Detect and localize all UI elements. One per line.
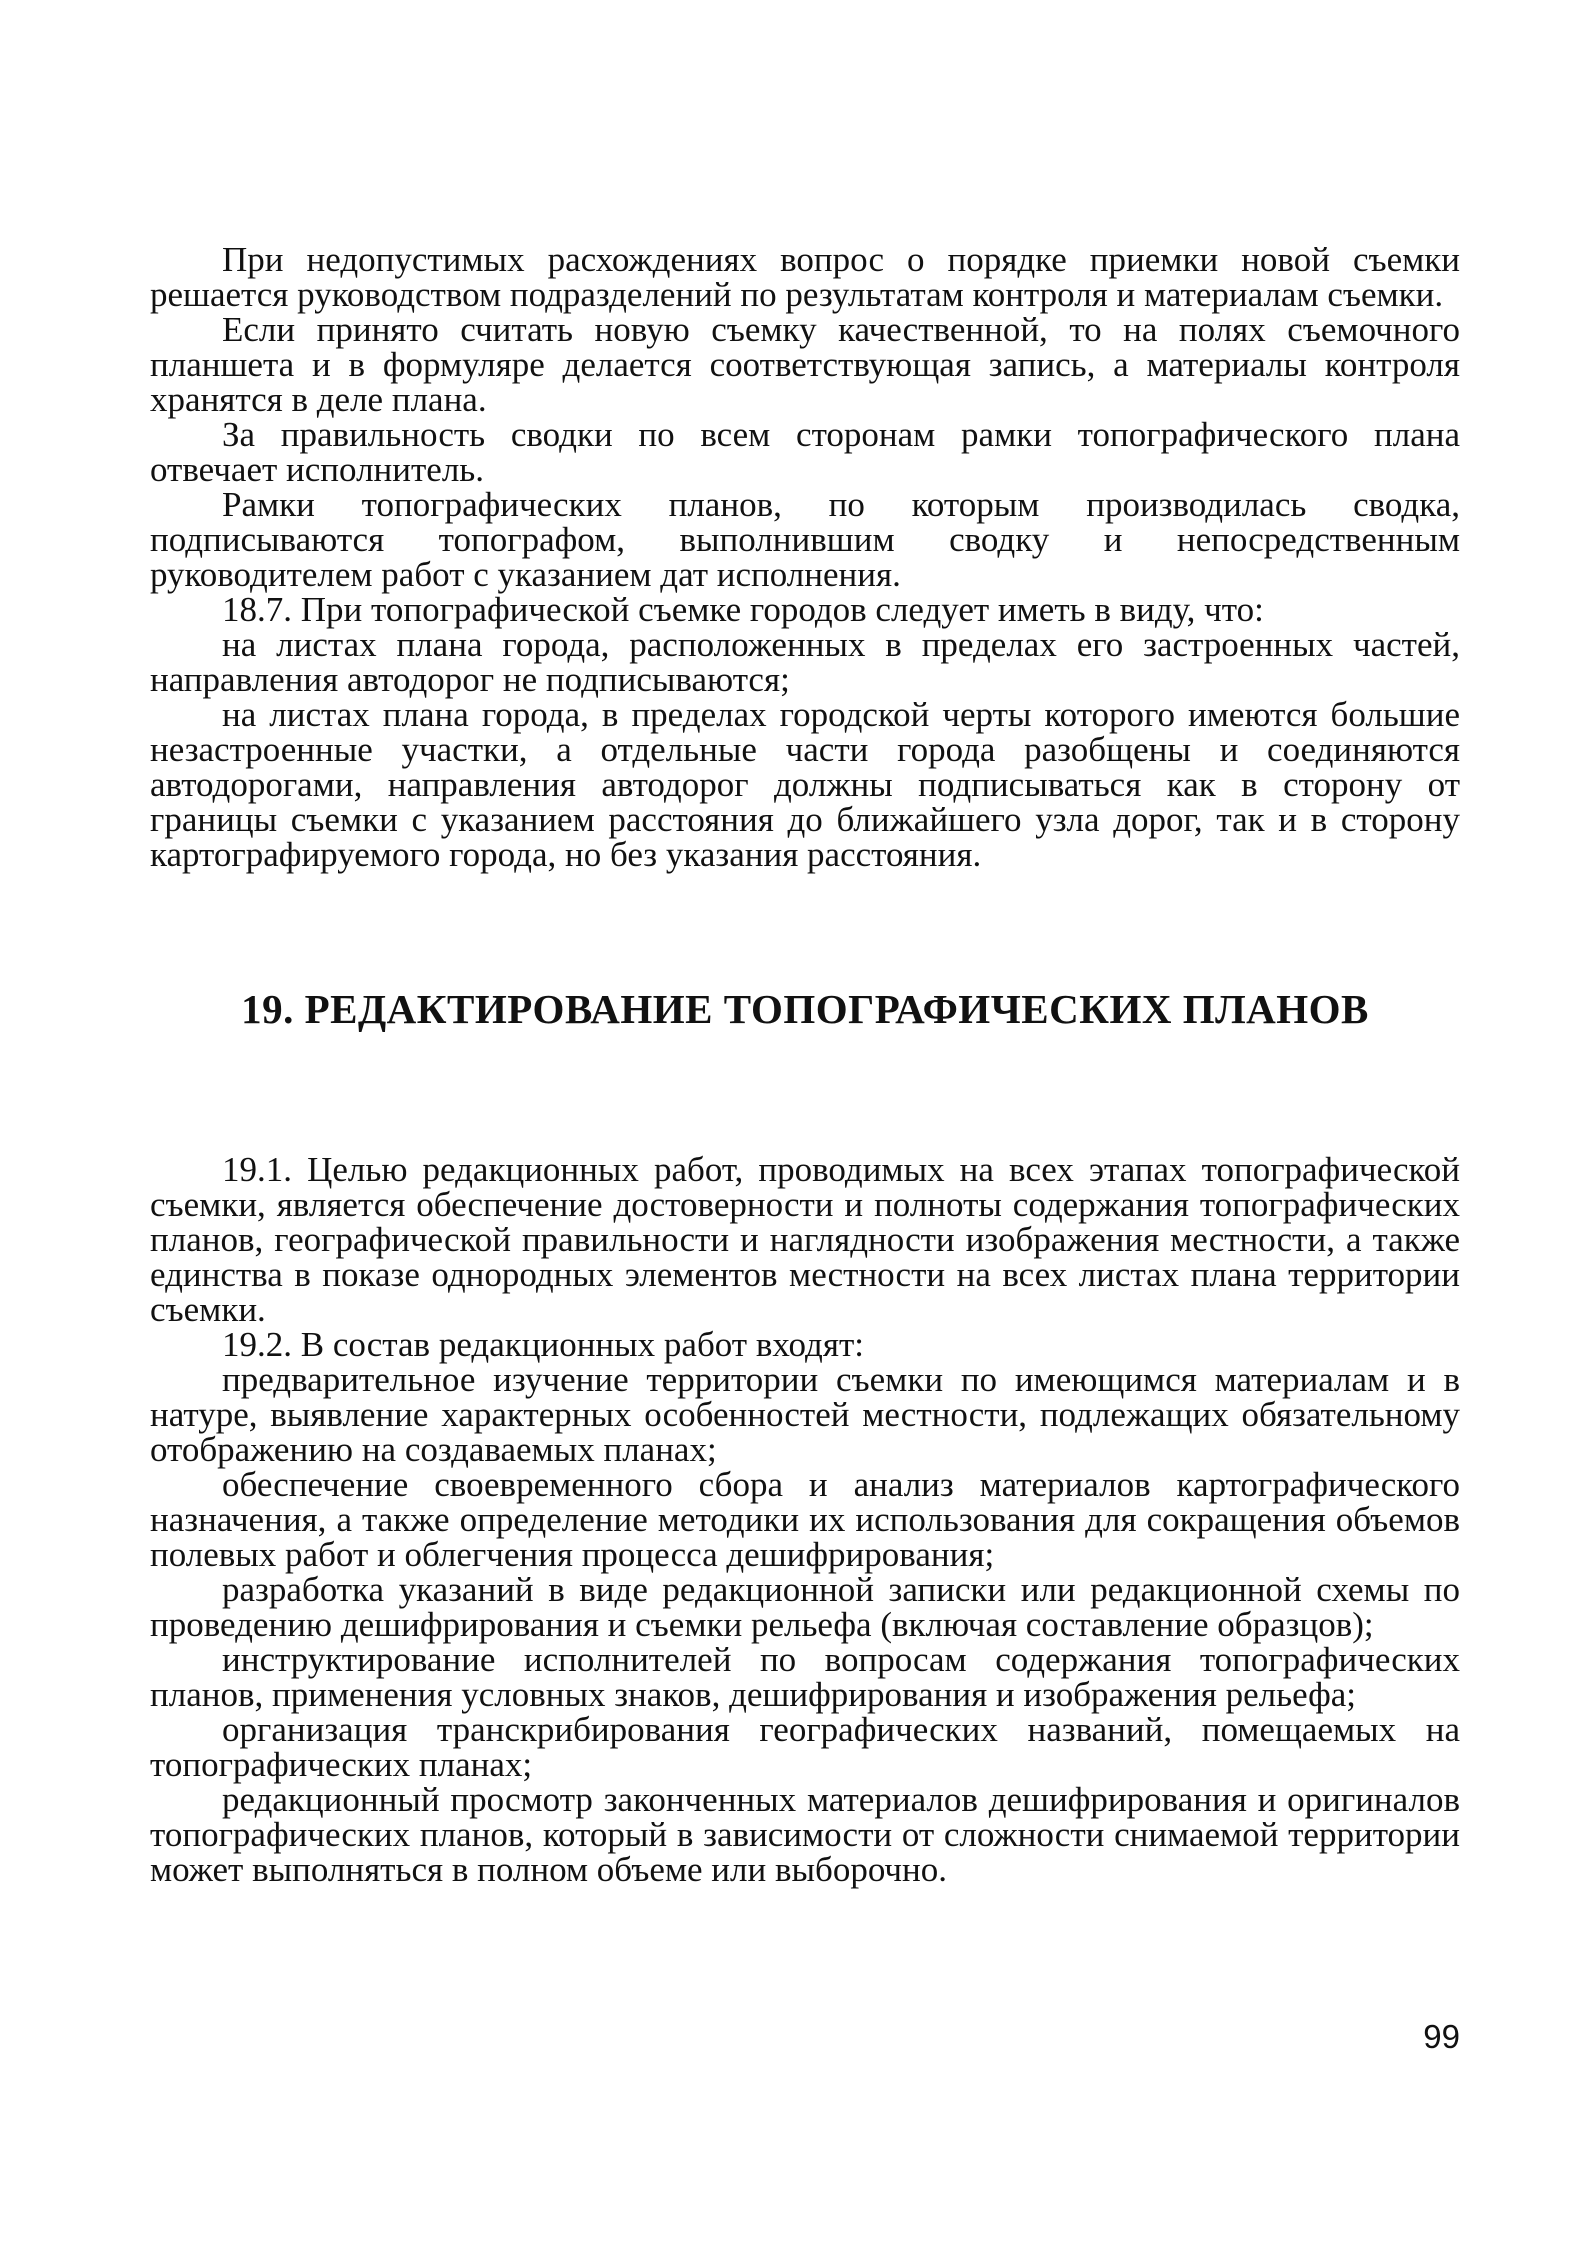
page-number: 99	[1423, 2018, 1460, 2055]
paragraph: обеспечение своевременного сбора и анализ материалов картографического назначения, а также определение методики их использования для сокращения объемов полевых работ и облегчения процесса дешифрирования;	[150, 1465, 1460, 1574]
paragraph: 18.7. При топографической съемке городов следует иметь в виду, что:	[222, 590, 1264, 629]
text-block-before-heading	[150, 242, 1460, 872]
text-block-after-heading	[150, 1152, 1460, 1887]
paragraph: предварительное изучение территории съемки по имеющимся материалам и в натуре, выявление характерных особенностей местности, подлежащих обязательному отображению на создаваемых планах;	[150, 1360, 1460, 1469]
paragraph: Если принято считать новую съемку качественной, то на полях съемочного планшета и в формуляре делается соответствующая запись, а материалы контроля хранятся в деле плана.	[150, 310, 1460, 419]
paragraph: За правильность сводки по всем сторонам рамки топографического плана отвечает исполнитель.	[150, 415, 1460, 489]
paragraph: редакционный просмотр законченных материалов дешифрирования и оригиналов топографических планов, который в зависимости от сложности снимаемой территории может выполняться в полном объеме или выборочно.	[150, 1780, 1460, 1889]
paragraph: Рамки топографических планов, по которым производилась сводка, подписываются топографом, выполнившим сводку и непосредственным руководителем работ с указанием дат исполнения.	[150, 485, 1460, 594]
paragraph: 19.2. В состав редакционных работ входят:	[222, 1325, 864, 1364]
paragraph: на листах плана города, в пределах городской черты которого имеются большие незастроенные участки, а отдельные части города разобщены и соединяются автодорогами, направления автодорог должны подписываться как в сторону от границы съемки с указанием расстояния до ближайшего узла дорог, так и в сторону картографируемого города, но без указания расстояния.	[150, 695, 1460, 874]
paragraph: разработка указаний в виде редакционной записки или редакционной схемы по проведению дешифрирования и съемки рельефа (включая составление образцов);	[150, 1570, 1460, 1644]
paragraph: организация транскрибирования географических названий, помещаемых на топографических планах;	[150, 1710, 1460, 1784]
paragraph: При недопустимых расхождениях вопрос о порядке приемки новой съемки решается руководством подразделений по результатам контроля и материалам съемки.	[150, 240, 1460, 314]
paragraph: 19.1. Целью редакционных работ, проводимых на всех этапах топографической съемки, является обеспечение достоверности и полноты содержания топографических планов, географической правильности и наглядности изображения местности, а также единства в показе однородных элементов местности на всех листах плана территории съемки.	[150, 1150, 1460, 1329]
paragraph: на листах плана города, расположенных в пределах его застроенных частей, направления автодорог не подписываются;	[150, 625, 1460, 699]
paragraph: инструктирование исполнителей по вопросам содержания топографических планов, применения условных знаков, дешифрирования и изображения рельефа;	[150, 1640, 1460, 1714]
section-heading: 19. РЕДАКТИРОВАНИЕ ТОПОГРАФИЧЕСКИХ ПЛАНОВ	[241, 986, 1369, 1032]
